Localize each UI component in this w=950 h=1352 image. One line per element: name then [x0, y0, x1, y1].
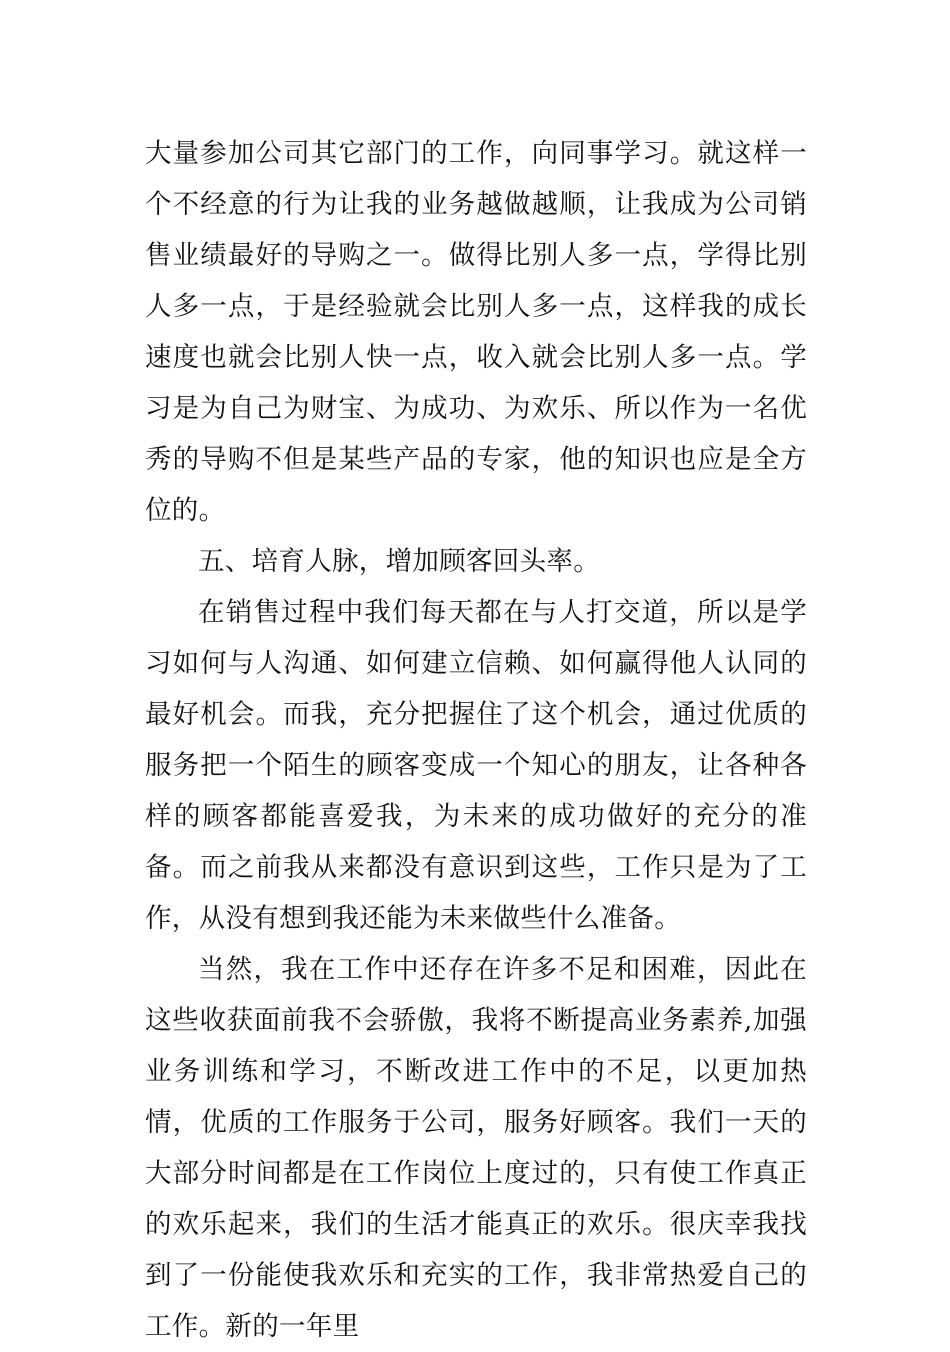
section-heading-five: 五、培育人脉，增加顾客回头率。 [198, 546, 600, 577]
document-body [145, 128, 807, 1352]
paragraph-conclusion: 当然，我在工作中还存在许多不足和困难，因此在这些收获面前我不会骄傲，我将不断提高业务素养,加强业务训练和学习，不断改进工作中的不足，以更加热情，优质的工作服务于公司，服务好顾客。我们一天的大部分时间都是在工作岗位上度过的，只有使工作真正的欢乐起来，我们的生活才能真正的欢乐。很庆幸我找到了一份能使我欢乐和充实的工作，我非常热爱自己的工作。新的一年里 [145, 954, 807, 1342]
paragraph-learning: 大量参加公司其它部门的工作，向同事学习。就这样一个不经意的行为让我的业务越做越顺，让我成为公司销售业绩最好的导购之一。做得比别人多一点，学得比别人多一点，于是经验就会比别人多一点，这样我的成长速度也就会比别人快一点，收入就会比别人多一点。学习是为自己为财宝、为成功、为欢乐、所以作为一名优秀的导购不但是某些产品的专家，他的知识也应是全方位的。 [145, 138, 807, 526]
paragraph-customer-relations: 在销售过程中我们每天都在与人打交道，所以是学习如何与人沟通、如何建立信赖、如何赢得他人认同的最好机会。而我，充分把握住了这个机会，通过优质的服务把一个陌生的顾客变成一个知心的朋友，让各种各样的顾客都能喜爱我，为未来的成功做好的充分的准备。而之前我从来都没有意识到这些，工作只是为了工作，从没有想到我还能为未来做些什么准备。 [145, 597, 807, 934]
